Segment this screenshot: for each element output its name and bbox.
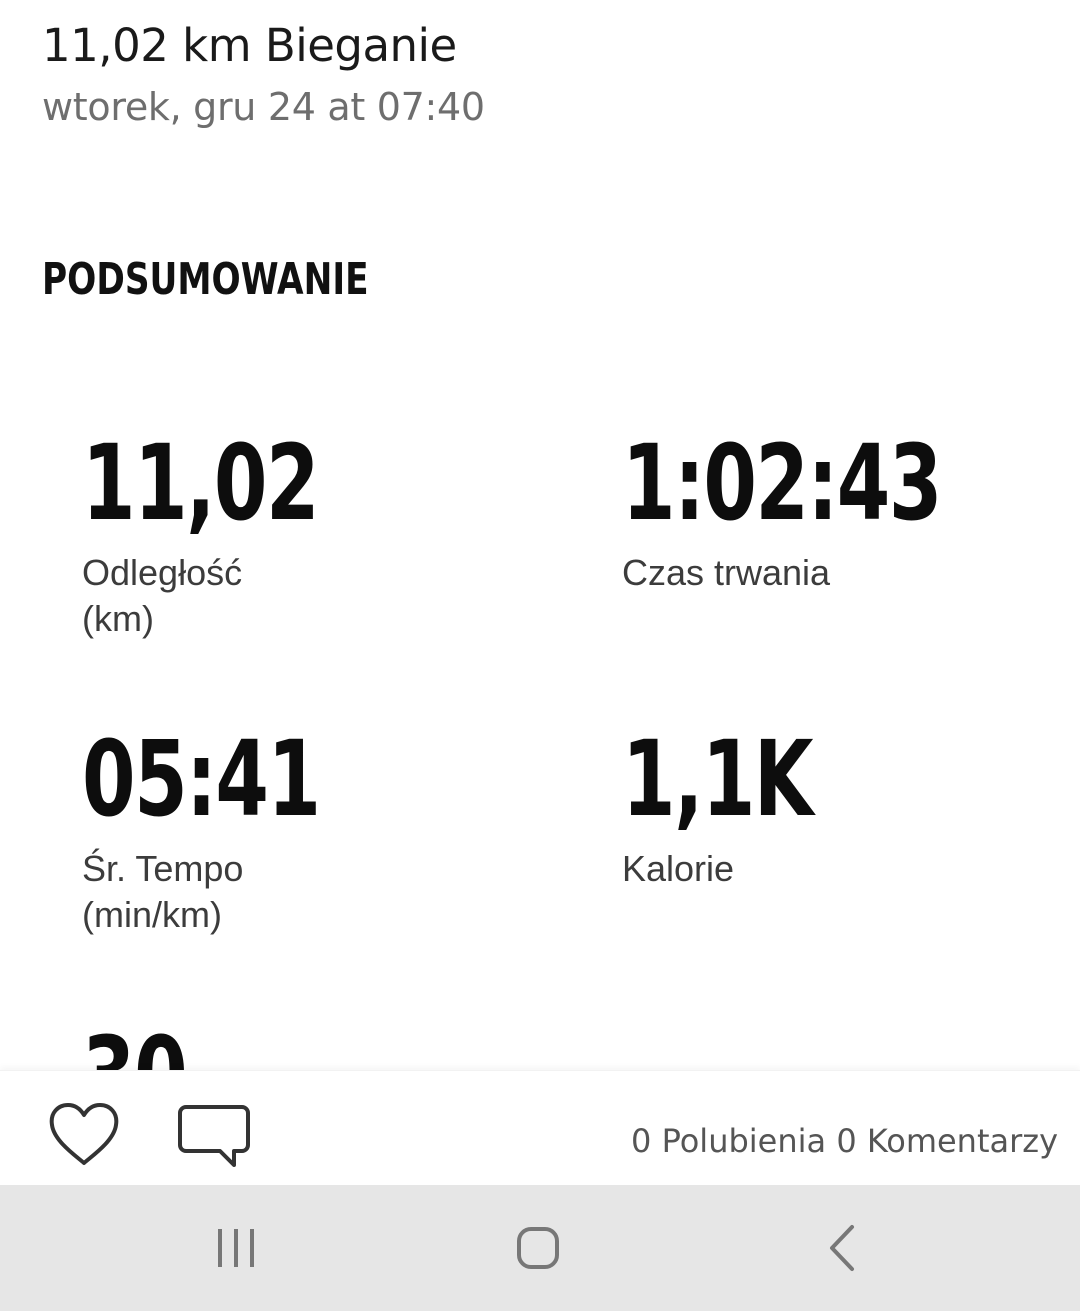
- calories-value: 1,1K: [622, 718, 813, 840]
- activity-title: 11,02 km Bieganie: [42, 19, 457, 72]
- recent-apps-button[interactable]: [206, 1223, 266, 1273]
- system-navigation-bar: [0, 1185, 1080, 1311]
- speech-bubble-icon: [176, 1101, 252, 1171]
- back-icon: [812, 1223, 872, 1273]
- stat-duration: [622, 422, 1042, 596]
- home-button[interactable]: [508, 1223, 568, 1273]
- distance-value: 11,02: [82, 422, 319, 544]
- social-action-bar: [0, 1070, 1080, 1186]
- recent-apps-icon: [206, 1223, 266, 1273]
- duration-label: Czas trwania: [622, 552, 831, 593]
- pace-value: 05:41: [82, 718, 320, 840]
- activity-date: wtorek, gru 24 at 07:40: [42, 85, 485, 129]
- distance-unit: (km): [82, 598, 154, 639]
- like-button[interactable]: [46, 1101, 122, 1171]
- heart-outline-icon: [46, 1101, 122, 1171]
- summary-title: PODSUMOWANIE: [42, 254, 369, 305]
- pace-label: Śr. Tempo: [82, 848, 244, 889]
- comment-button[interactable]: [176, 1101, 252, 1171]
- calories-label: Kalorie: [622, 848, 735, 889]
- pace-unit: (min/km): [82, 894, 222, 935]
- social-counts[interactable]: 0 Polubienia 0 Komentarzy: [631, 1122, 1058, 1160]
- stat-distance: [82, 422, 502, 642]
- stat-calories: [622, 718, 1042, 892]
- duration-value: 1:02:43: [622, 422, 941, 544]
- distance-label: Odległość: [82, 552, 243, 593]
- back-button[interactable]: [812, 1223, 872, 1273]
- stat-pace: [82, 718, 502, 938]
- home-icon: [508, 1223, 568, 1273]
